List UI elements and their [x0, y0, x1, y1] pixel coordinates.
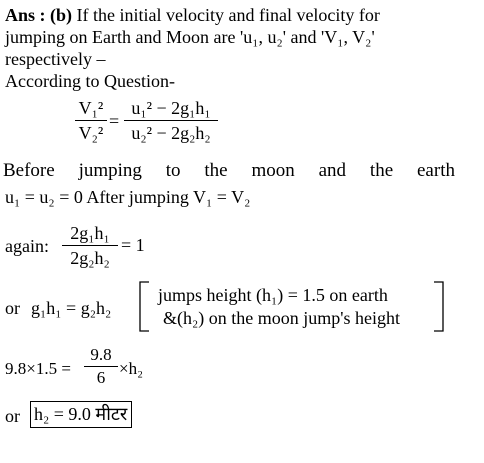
word: the: [369, 160, 394, 181]
fraction-denominator: V₂²: [78, 123, 104, 144]
fraction-numerator: 9.8: [90, 345, 112, 364]
gravity-height-equation: g₁h₁ = g₂h₂: [31, 298, 112, 318]
velocity-expression-fraction: [124, 97, 218, 144]
fraction-bar: [62, 245, 118, 246]
word: and: [318, 160, 347, 181]
fraction-bar: [75, 120, 107, 121]
height-ratio-fraction: [62, 222, 118, 269]
intro-line-1: [5, 4, 380, 26]
word: Before: [3, 160, 55, 181]
equals-one: = 1: [121, 235, 145, 255]
intro-line-3: respectively –: [5, 49, 106, 69]
or-label: or: [5, 298, 20, 318]
initial-velocity-line: u₁ = u₂ = 0 After jumping V₁ = V₂: [5, 187, 251, 207]
fraction-numerator: V₁²: [78, 98, 104, 118]
fraction-bar: [124, 120, 218, 121]
note-earth-height: jumps height (h₁) = 1.5 on earth: [158, 285, 388, 305]
equals-sign: =: [109, 111, 120, 131]
word: to: [165, 160, 181, 181]
boxed-answer: h₂ = 9.0 मीटर: [30, 401, 132, 428]
before-jumping-line: [3, 160, 455, 182]
word: the: [204, 160, 228, 181]
or-label: or: [5, 406, 20, 426]
again-label: again:: [5, 236, 49, 256]
word: moon: [251, 160, 295, 181]
fraction-numerator: u₁² − 2g₁h₁: [131, 98, 211, 118]
answer-label: Ans : (b): [5, 5, 73, 25]
velocity-ratio-fraction: [75, 97, 107, 144]
fraction-bar: [84, 366, 118, 367]
calc-rhs: ×h₂: [119, 359, 144, 378]
right-bracket: [434, 282, 443, 331]
note-moon-height: &(h₂) on the moon jump's height: [163, 308, 400, 328]
fraction-denominator: u₂² − 2g₂h₂: [131, 123, 211, 144]
intro-text-1: If the initial velocity and final velocity for: [72, 5, 380, 25]
fraction-denominator: 6: [96, 368, 106, 388]
intro-line-2: jumping on Earth and Moon are 'u₁, u₂' and 'V₁, V₂': [5, 27, 375, 47]
intro-line-4: According to Question-: [5, 71, 175, 91]
fraction-numerator: 2g₁h₁: [70, 223, 110, 243]
word: earth: [417, 160, 455, 181]
fraction-denominator: 2g₂h₂: [70, 248, 110, 269]
calc-lhs: 9.8×1.5 =: [5, 359, 71, 378]
calc-fraction: [84, 345, 118, 388]
left-bracket: [140, 282, 149, 331]
word: jumping: [78, 160, 142, 181]
